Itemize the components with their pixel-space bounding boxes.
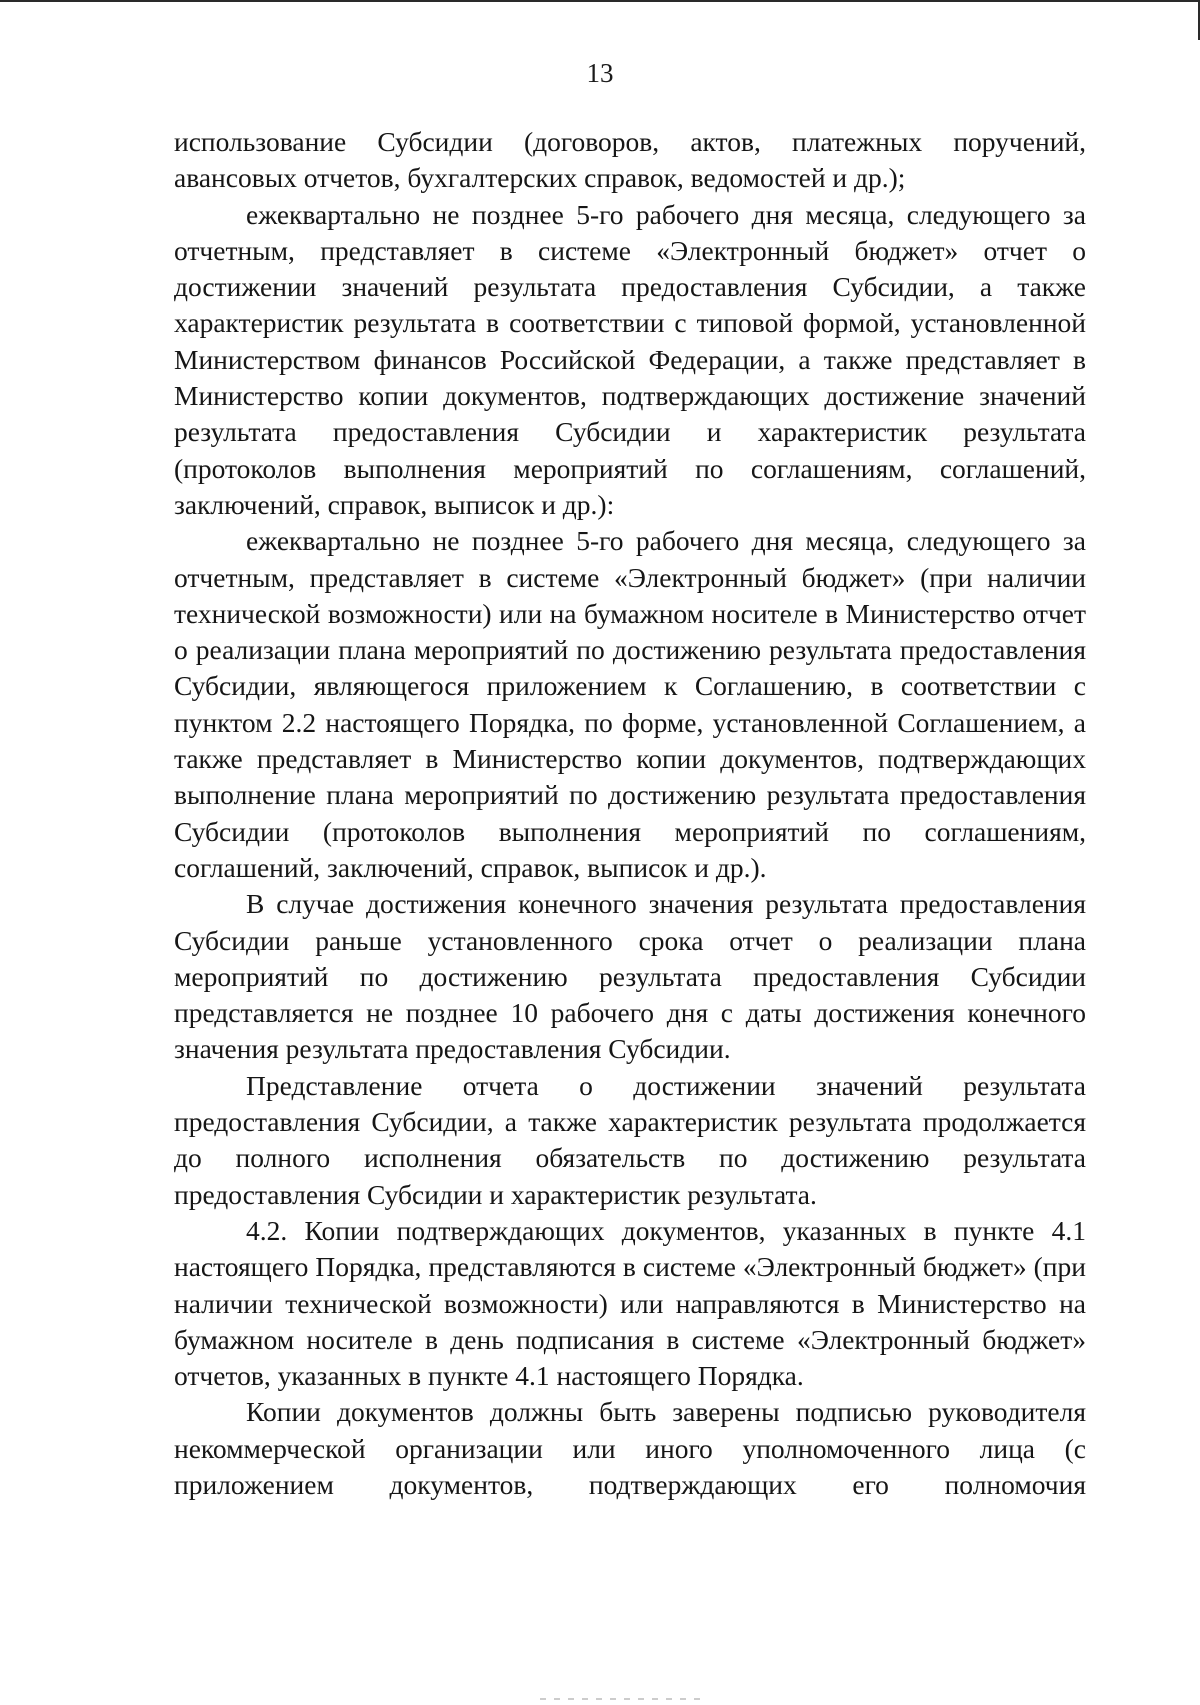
paragraph-continuation: использование Субсидии (договоров, актов, платежных поручений, авансовых отчетов, бухгалтерских справок, ведомостей и др.); bbox=[174, 126, 1086, 194]
paragraph-section-4-2: 4.2. Копии подтверждающих документов, указанных в пункте 4.1 настоящего Порядка, представляются в системе «Электронный бюджет» (при наличии технической возможности) или направляются в Министерство на бумажном носителе в день подписания в системе «Электронный бюджет» отчетов, указанных в пункте 4.1 настоящего Порядка. bbox=[174, 1214, 1086, 1392]
paragraph-plan-report: ежеквартально не позднее 5-го рабочего дня месяца, следующего за отчетным, представляет в системе «Электронный бюджет» (при наличии технической возможности) или на бумажном носителе в Министерство отчет о реализации плана мероприятий по достижению результата предоставления Субсидии, являющегося приложением к Соглашению, в соответствии с пунктом 2.2 настоящего Порядка, по форме, установленной Соглашением, а также представляет в Министерство копии документов, подтверждающих выполнение плана мероприятий по достижению результата предоставления Субсидии (протоколов выполнения мероприятий по соглашениям, соглашений, заключений, справок, выписок и др.). bbox=[174, 525, 1086, 883]
paragraph-early-achievement: В случае достижения конечного значения результата предоставления Субсидии раньше установленного срока отчет о реализации плана мероприятий по достижению результата предоставления Субсидии представляется не позднее 10 рабочего дня с даты достижения конечного значения результата предоставления Субсидии. bbox=[174, 888, 1086, 1065]
scan-artifact bbox=[540, 1698, 700, 1700]
paragraph-quarterly-report: ежеквартально не позднее 5-го рабочего дня месяца, следующего за отчетным, представляет в системе «Электронный бюджет» отчет о достижении значений результата предоставления Субсидии, а также характеристик результата в соответствии с типовой формой, установленной Министерством финансов Российской Федерации, а также представляет в Министерство копии документов, подтверждающих достижение значений результата предоставления Субсидии и характеристик результата (протоколов выполнения мероприятий по соглашениям, соглашений, заключений, справок, выписок и др.): bbox=[174, 198, 1086, 520]
paragraph-certification: Копии документов должны быть заверены подписью руководителя некоммерческой организации или иного уполномоченного лица (с приложением документов, подтверждающих его полномочия bbox=[174, 1396, 1086, 1500]
page-number: 13 bbox=[586, 58, 614, 88]
paragraph-report-continuation: Представление отчета о достижении значений результата предоставления Субсидии, а также характеристик результата продолжается до полного исполнения обязательств по достижению результата предоставления Субсидии и характеристик результата. bbox=[174, 1069, 1086, 1210]
scan-edge-top bbox=[0, 0, 1200, 2]
document-body bbox=[174, 124, 1086, 1503]
